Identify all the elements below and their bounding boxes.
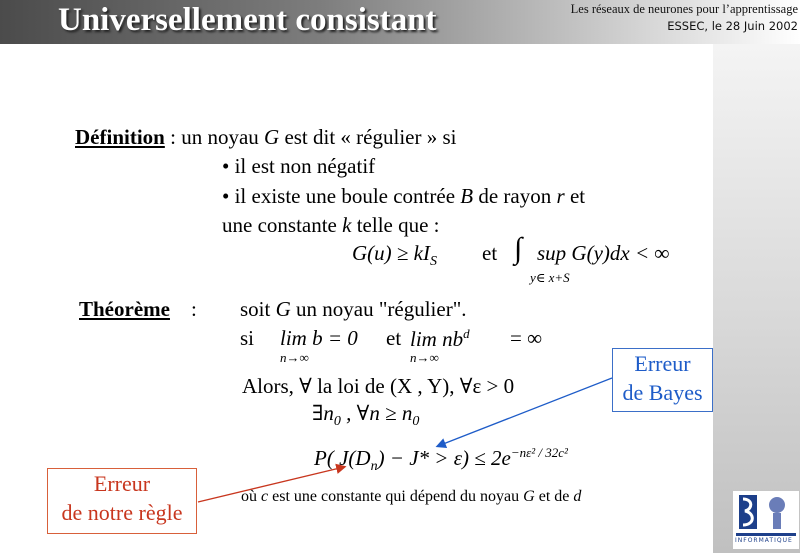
exists-text: ∃n (312, 401, 334, 425)
bayes-callout-line2: de Bayes (622, 380, 703, 405)
limit-nbd-exp: d (463, 326, 470, 341)
theorem-text-b: un noyau "régulier". (290, 297, 467, 321)
bullet-nonnegative: • il est non négatif (222, 154, 376, 178)
footnote-a: où (241, 488, 261, 505)
c-symbol: c (261, 488, 269, 505)
definition-colon: : (170, 125, 176, 149)
limit-b: lim b = 0 (280, 326, 358, 350)
bayes-callout-line1: Erreur (634, 351, 691, 376)
k-symbol: k (342, 213, 352, 237)
rule-callout-line2: de notre règle (61, 500, 183, 525)
exists-text-b: , ∀n ≥ n (340, 401, 413, 425)
limit-et: et (386, 326, 402, 350)
definition-intro-b: est dit « régulier » si (279, 125, 457, 149)
footnote-kernel-symbol: G (523, 488, 535, 505)
formula-left: G(u) ≥ kI (352, 241, 430, 265)
theorem-text-a: soit (240, 297, 276, 321)
theorem-colon: : (191, 297, 197, 321)
course-title: Les réseaux de neurones pour l’apprentissage (570, 2, 798, 16)
constant-text-a: une constante (222, 213, 343, 237)
constant-text-b: telle que : (351, 213, 440, 237)
bullet-ball-text-a: • il existe une boule contrée (222, 184, 461, 208)
prob-exponent: −nε² / 32c² (510, 445, 568, 460)
footnote-b: est une constante qui dépend du noyau (268, 488, 524, 505)
limit-nbd-under: n→∞ (410, 350, 439, 365)
exists-sub: 0 (333, 414, 341, 430)
formula-et: et (482, 241, 498, 265)
ball-symbol: B (460, 184, 474, 208)
definition-intro-a: un noyau (175, 125, 265, 149)
d-symbol: d (573, 488, 582, 505)
bullet-ball-text-b: de rayon (473, 184, 557, 208)
limit-nbd-end: = ∞ (510, 326, 543, 350)
formula-left-sub: S (430, 254, 437, 270)
slide-title: Universellement consistant (58, 2, 437, 38)
bullet-ball-text-c: et (564, 184, 586, 208)
venue-date: ESSEC, le 28 Juin 2002 (667, 19, 798, 33)
footnote-c: et de (534, 488, 574, 505)
integral-symbol: ∫ (514, 232, 523, 265)
prob-text-b: ) − J* > ε) ≤ 2e (377, 446, 511, 470)
limit-nbd-text: lim nb (410, 327, 464, 351)
theorem-kernel-symbol: G (275, 297, 291, 321)
kernel-symbol: G (264, 125, 280, 149)
limit-b-under: n→∞ (280, 350, 309, 365)
rule-arrow (198, 467, 344, 502)
definition-label: Définition (75, 125, 165, 149)
prob-text-a: P( J(D (314, 446, 371, 470)
bayes-arrow (438, 378, 612, 446)
formula-sup-under: y∈ x+S (530, 270, 570, 285)
theorem-label: Théorème (79, 297, 170, 321)
rule-callout-line1: Erreur (93, 471, 151, 496)
radius-symbol: r (556, 184, 565, 208)
prob-sub: n (370, 459, 378, 475)
exists-sub2: 0 (412, 414, 420, 430)
si-word: si (240, 326, 255, 350)
logo-text: INFORMATIQUE (735, 537, 793, 544)
formula-sup-integral: sup G(y)dx < ∞ (537, 241, 670, 265)
alors-line: Alors, ∀ la loi de (X , Y), ∀ε > 0 (242, 374, 515, 398)
institution-logo (733, 491, 799, 549)
